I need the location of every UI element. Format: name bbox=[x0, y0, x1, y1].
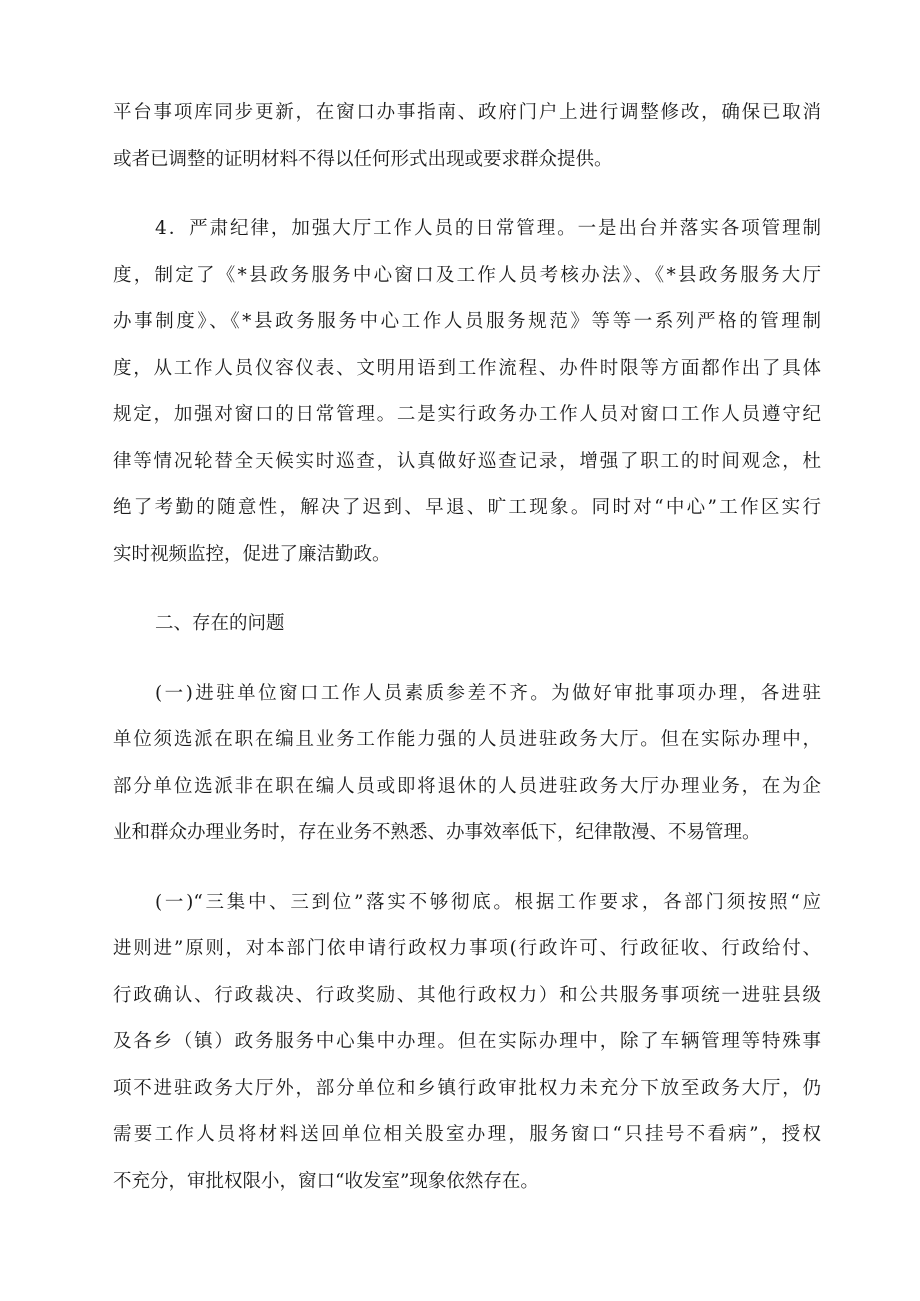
text-line: 部分单位选派非在职在编人员或即将退休的人员进驻政务大厅办理业务，在为企 bbox=[113, 775, 821, 797]
text-line: 平台事项库同步更新，在窗口办事指南、政府门户上进行调整修改，确保已取消 bbox=[113, 102, 821, 123]
paragraph-gap bbox=[113, 578, 821, 601]
text-line: 绝了考勤的随意性，解决了迟到、早退、旷工现象。同时对“中心”工作区实行 bbox=[113, 497, 821, 518]
paragraph-gap bbox=[113, 183, 821, 206]
text-line: 业和群众办理业务时，存在业务不熟悉、办事效率低下，纪律散漫、不易管理。 bbox=[113, 822, 761, 843]
text-line: 规定，加强对窗口的日常管理。二是实行政务办工作人员对窗口工作人员遵守纪 bbox=[113, 404, 821, 425]
paragraph-problem-1 bbox=[113, 671, 821, 857]
paragraph-gap bbox=[113, 648, 821, 671]
text-line: (一)“三集中、三到位”落实不够彻底。根据工作要求，各部门须按照“应 bbox=[155, 891, 821, 913]
text-line: 实时视频监控，促进了廉洁勤政。 bbox=[113, 543, 391, 565]
text-line: 度，制定了《*县政务服务中心窗口及工作人员考核办法》、《*县政务服务大厅 bbox=[113, 264, 821, 286]
text-line: 项不进驻政务大厅外，部分单位和乡镇行政审批权力未充分下放至政务大厅，仍 bbox=[113, 1077, 821, 1099]
paragraph-gap bbox=[113, 857, 821, 880]
text-line: 律等情况轮替全天候实时巡查，认真做好巡查记录，增强了职工的时间观念，杜 bbox=[113, 450, 821, 472]
text-line: 单位须选派在职在编且业务工作能力强的人员进驻政务大厅。但在实际办理中， bbox=[113, 729, 821, 750]
text-line: 4．严肃纪律，加强大厅工作人员的日常管理。一是出台并落实各项管理制 bbox=[155, 218, 821, 239]
text-line: (一)进驻单位窗口工作人员素质参差不齐。为做好审批事项办理，各进驻 bbox=[155, 682, 821, 704]
text-line: 不充分，审批权限小，窗口“收发室”现象依然存在。 bbox=[113, 1170, 539, 1192]
text-line: 行政确认、行政裁决、行政奖励、其他行政权力）和公共服务事项统一进驻县级 bbox=[113, 984, 821, 1006]
text-line: 进则进”原则，对本部门依申请行政权力事项(行政许可、行政征收、行政给付、 bbox=[113, 938, 821, 959]
text-line: 度，从工作人员仪容仪表、文明用语到工作流程、办件时限等方面都作出了具体 bbox=[113, 357, 821, 379]
text-line: 或者已调整的证明材料不得以任何形式出现或要求群众提供。 bbox=[113, 148, 613, 170]
text-line: 及各乡（镇）政务服务中心集中办理。但在实际办理中，除了车辆管理等特殊事 bbox=[113, 1031, 821, 1052]
section-heading: 二、存在的问题 bbox=[155, 613, 285, 634]
section-heading-problems bbox=[113, 601, 821, 648]
document-body bbox=[113, 90, 821, 1205]
paragraph-problem-2 bbox=[113, 880, 821, 1206]
paragraph-discipline bbox=[113, 206, 821, 578]
text-line: 需要工作人员将材料送回单位相关股室办理，服务窗口“只挂号不看病”，授权 bbox=[113, 1124, 821, 1145]
text-line: 办事制度》、《*县政务服务中心工作人员服务规范》等等一系列严格的管理制 bbox=[113, 311, 821, 332]
paragraph-continuation bbox=[113, 90, 821, 183]
